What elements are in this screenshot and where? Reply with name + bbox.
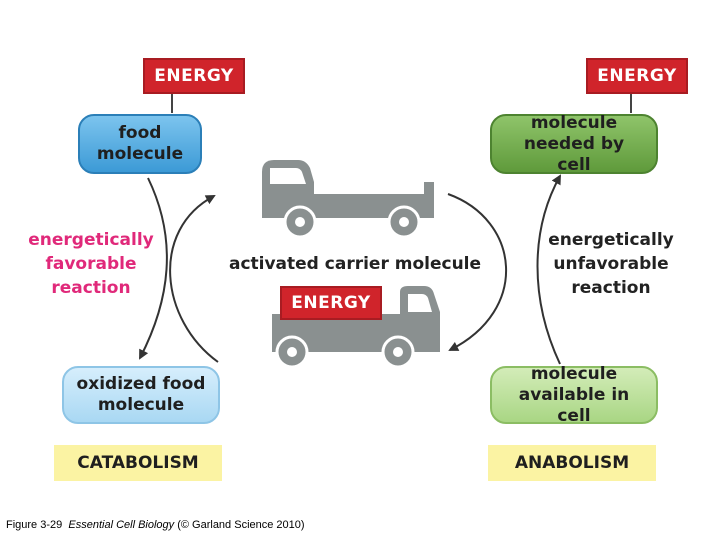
catabolism-label-box xyxy=(54,445,222,481)
truck-cargo-energy-label: ENERGY xyxy=(291,293,371,313)
energy-box-left xyxy=(143,58,245,94)
to-truck-empty-arrow xyxy=(170,196,218,362)
molecule-needed-pill xyxy=(490,114,658,174)
truck-cargo-energy-box xyxy=(280,286,382,320)
unfavorable-reaction-label: energetically unfavorable reaction xyxy=(548,230,674,298)
molecule-needed-label: molecule needed by cell xyxy=(523,112,625,175)
anabolism-label: ANABOLISM xyxy=(514,453,630,473)
molecule-available-pill xyxy=(490,363,658,426)
figure-caption xyxy=(6,519,305,531)
activated-carrier-label: activated carrier molecule xyxy=(228,254,482,274)
caption-suffix: (© Garland Science 2010) xyxy=(174,519,305,531)
energy-left-label: ENERGY xyxy=(154,66,234,86)
energy-right-label: ENERGY xyxy=(597,66,677,86)
caption-title: Essential Cell Biology xyxy=(68,519,175,531)
molecule-available-label: molecule available in cell xyxy=(518,363,630,426)
food-molecule-label: food molecule xyxy=(96,123,184,164)
catabolism-label: CATABOLISM xyxy=(77,453,199,473)
energy-box-right xyxy=(586,58,688,94)
empty-truck-icon xyxy=(258,156,438,242)
oxidized-food-molecule-pill xyxy=(62,366,220,424)
favorable-reaction-label: energetically favorable reaction xyxy=(28,230,154,298)
anabolism-label-box xyxy=(488,445,656,481)
oxidized-food-molecule-label: oxidized food molecule xyxy=(76,374,206,415)
caption-prefix: Figure 3-29 xyxy=(6,519,69,531)
food-molecule-pill xyxy=(78,114,202,174)
